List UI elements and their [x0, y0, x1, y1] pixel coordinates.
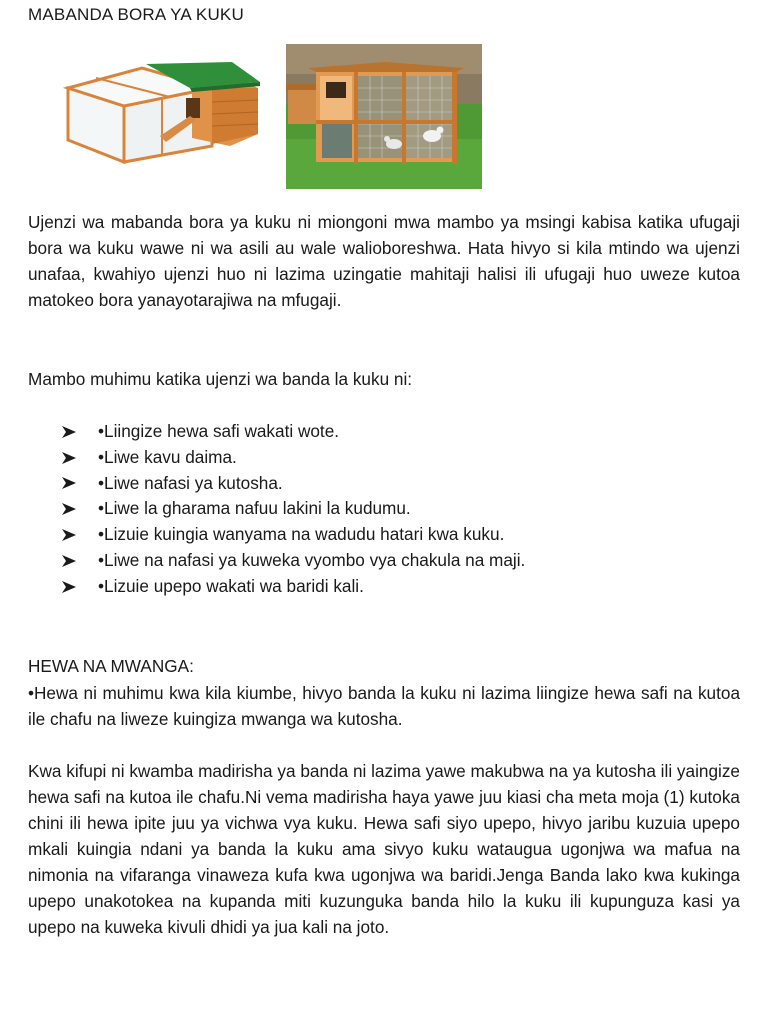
coop-image-large	[286, 44, 482, 189]
list-lead-text: Mambo muhimu katika ujenzi wa banda la kuku ni:	[28, 369, 413, 389]
section-paragraph-windows: Kwa kifupi ni kwamba madirisha ya banda ni lazima yawe makubwa na ya kutosha ili yaingize hewa safi na kutoa ile chafu.Ni vema madirisha haya yawe juu kiasi cha meta moja (1) kutoka chini ili hewa ipite juu ya vichwa vya kuku. Hewa safi siyo upepo, hivyo jaribu kuzuia upepo mkali kuingia ndani ya banda la kuku ama sivyo kuku wataugua ugonjwa wa mafua na nimonia na vifaranga vinaweza kufa kwa ugonjwa wa baridi.Jenga Banda lako kwa kukinga upepo unakotokea na kupanda miti kuzunguka banda hilo la kuku ili kupunguza kasi ya upepo na kuweka kivuli dhidi ya jua kali na joto.	[28, 761, 740, 937]
intro-paragraph: Ujenzi wa mabanda bora ya kuku ni miongoni mwa mambo ya msingi kabisa katika ufugaji bora wa kuku wawe ni wa asili au wale walioboreshwa. Hata hivyo si kila mtindo wa ujenzi unafaa, kwahiyo ujenzi huo ni lazima uzingatie mahitaji halisi ili ufugaji huo uweze kutoa matokeo bora yanayotarajiwa na mfugaji.	[28, 212, 740, 310]
section-heading: HEWA NA MWANGA:	[28, 656, 194, 676]
list-item-text: •Liingize hewa safi wakati wote.	[98, 421, 340, 441]
list-item	[62, 574, 525, 600]
list-item	[62, 548, 525, 574]
arrowhead-bullet-icon	[62, 452, 98, 464]
page-title: MABANDA BORA YA KUKU	[28, 5, 244, 24]
list-item-text: •Liwe nafasi ya kutosha.	[98, 472, 283, 493]
list-item	[62, 496, 525, 522]
list-item	[62, 522, 525, 548]
requirements-list	[62, 419, 525, 600]
arrowhead-bullet-icon	[62, 581, 98, 593]
section-paragraph-air: •Hewa ni muhimu kwa kila kiumbe, hivyo banda la kuku ni lazima liingize hewa safi na kutoa ile chafu na liweze kuingiza mwanga wa kutosha.	[28, 683, 740, 729]
list-item-text: •Lizuie kuingia wanyama na wadudu hatari kwa kuku.	[98, 524, 505, 545]
arrowhead-bullet-icon	[62, 477, 98, 489]
list-item-text: •Liwe kavu daima.	[98, 446, 237, 467]
arrowhead-bullet-icon	[62, 555, 98, 567]
list-item	[62, 445, 525, 471]
list-item-text: •Liwe na nafasi ya kuweka vyombo vya chakula na maji.	[98, 549, 526, 570]
arrowhead-bullet-icon	[62, 503, 98, 515]
list-item	[62, 471, 525, 497]
coop-image-small	[62, 58, 262, 168]
arrowhead-bullet-icon	[62, 529, 98, 541]
list-item-text: •Liwe la gharama nafuu lakini la kudumu.	[98, 498, 411, 519]
list-item-text: •Lizuie upepo wakati wa baridi kali.	[98, 575, 364, 596]
list-item	[62, 419, 525, 445]
arrowhead-bullet-icon	[62, 426, 98, 438]
